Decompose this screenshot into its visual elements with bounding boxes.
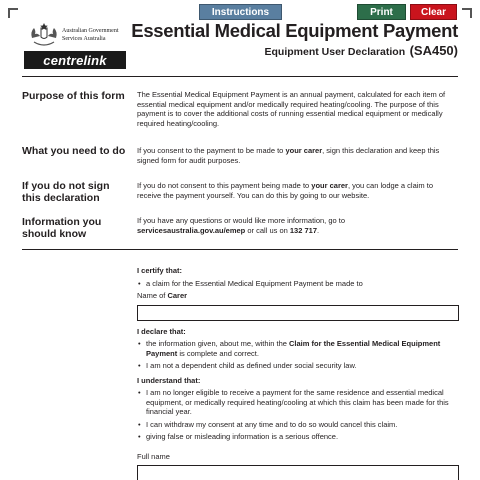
phone-number: 132 717: [289, 225, 317, 235]
carer-label-emphasis: Carer: [167, 291, 188, 300]
certify-item: • a claim for the Essential Medical Equipment Payment be made to: [137, 279, 459, 289]
info-heading: Information you should know: [22, 216, 102, 240]
nosign-body-text: If you do not consent to this payment being made to: [137, 181, 312, 190]
print-button[interactable]: Print: [357, 4, 406, 20]
nosign-body-text-end: , you can lodge a claim to receive the payment yourself. You can do this by going to our website.: [137, 181, 434, 200]
nosign-heading: If you do not sign this declaration: [22, 180, 110, 204]
need-heading: What you need to do: [22, 145, 126, 157]
centrelink-logo: centrelink: [24, 51, 126, 69]
info-body-text-end: .: [317, 225, 320, 235]
understand-item: • giving false or misleading information is a serious offence.: [137, 432, 459, 442]
understand-item: • I can withdraw my consent at any time and to do so would cancel this claim.: [137, 420, 459, 430]
page-subtitle: [265, 42, 459, 60]
declare-item-text-end: is complete and correct.: [177, 348, 259, 358]
declare-item-emphasis: Claim for the Essential Medical Equipment Payment: [146, 339, 441, 358]
need-body-emphasis: your carer: [285, 146, 323, 155]
nosign-body: [137, 181, 459, 200]
purpose-body: The Essential Medical Equipment Payment is an annual payment, calculated for each item of essential medical equipment and/or medically required heating/cooling. The purpose of this payment is to cover the additional costs of running essential medical equipment or medically required heating/cooling.: [137, 90, 446, 128]
page-title: Essential Medical Equipment Payment: [131, 20, 458, 41]
full-name-label: Full name: [137, 451, 170, 461]
carer-name-label: [137, 291, 459, 301]
understand-item: • I am no longer eligible to receive a payment for the same residence and essential medical equipment, or medically required heating/cooling at which this claim has been made for this financial year.: [137, 388, 459, 417]
declare-heading: I declare that:: [137, 326, 186, 336]
crop-mark-top-left: [8, 8, 18, 18]
full-name-field[interactable]: [137, 465, 459, 480]
carer-label-text: Name of: [137, 291, 168, 300]
subtitle-text: Equipment User Declaration: [264, 46, 406, 58]
government-wordmark: [62, 27, 118, 43]
coat-of-arms-icon: [28, 22, 60, 48]
declare-item: • I am not a dependent child as defined under social security law.: [137, 361, 459, 371]
info-body-text-mid: or call us on: [245, 225, 290, 235]
divider: [22, 249, 458, 250]
instructions-button[interactable]: Instructions: [199, 4, 282, 20]
declare-item: [137, 339, 459, 358]
nosign-body-emphasis: your carer: [311, 181, 348, 190]
need-body: [137, 146, 459, 165]
gov-line-2: Services Australia: [62, 36, 106, 42]
purpose-heading: Purpose of this form: [22, 90, 125, 102]
declare-item-text: the information given, about me, within the: [146, 339, 289, 348]
form-code: (SA450): [409, 43, 458, 58]
gov-line-1: Australian Government: [62, 28, 119, 34]
carer-name-field[interactable]: [137, 305, 459, 321]
need-body-text-end: , sign this declaration and keep this signed form for audit purposes.: [137, 146, 440, 165]
certify-heading: I certify that:: [137, 266, 183, 275]
info-body: [137, 216, 459, 235]
website-link[interactable]: servicesaustralia.gov.au/emep: [137, 225, 246, 235]
info-body-text: If you have any questions or would like more information, go to: [137, 216, 346, 225]
understand-heading: I understand that:: [137, 375, 201, 385]
crop-mark-top-right: [462, 8, 472, 18]
clear-button[interactable]: Clear: [410, 4, 457, 20]
declaration-form: [137, 266, 459, 480]
need-body-text: If you consent to the payment to be made to: [137, 146, 286, 155]
divider: [22, 76, 458, 77]
